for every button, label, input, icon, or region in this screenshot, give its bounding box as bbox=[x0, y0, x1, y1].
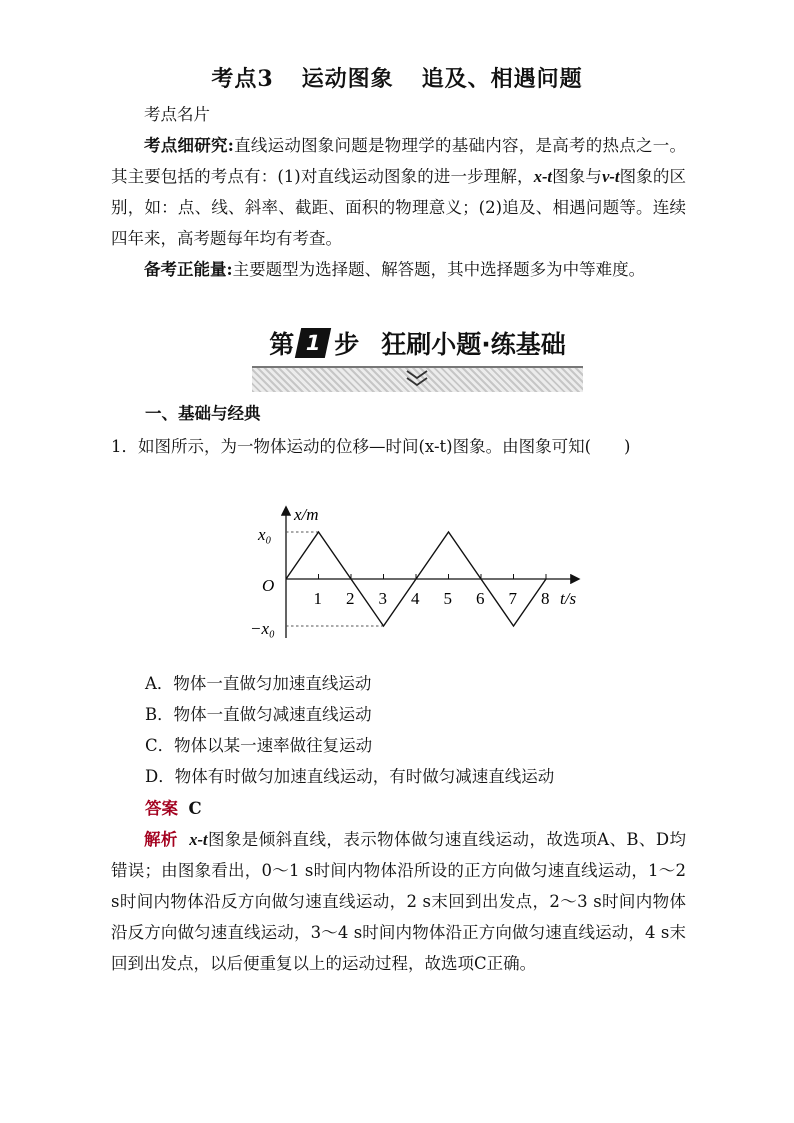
analysis-text: 图象是倾斜直线，表示物体做匀速直线运动，故选项A、B、D均错误；由图象看出，0～1 s时间内物体沿所设的正方向做匀速直线运动，1～2 s时间内物体沿反方向做匀速直线运动，2 s末回到出发点，2～3 s时间内物体沿反方向做匀速直线运动，3～4 s时间内物体沿正方向做匀速直线运动，4 s末回到出发点，以后便重复以上的运动过程，故选项C正确。 bbox=[111, 830, 686, 973]
title-part-3: 追及、相遇问题 bbox=[421, 66, 583, 92]
neg-x0-label: −x₀ bbox=[250, 619, 275, 638]
double-chevron-down-icon bbox=[404, 368, 430, 388]
title-part-1: 考点3 bbox=[211, 66, 274, 92]
title-part-2: 运动图象 bbox=[301, 66, 394, 92]
x-tick-label: 2 bbox=[346, 589, 355, 608]
banner-pre: 第 bbox=[269, 330, 295, 359]
y-axis-label: x/m bbox=[294, 505, 319, 524]
study-vt: v-t bbox=[602, 167, 620, 186]
x-tick-label: 4 bbox=[411, 589, 420, 608]
x-tick-label: 3 bbox=[378, 589, 387, 608]
study-text-2: 图象与 bbox=[552, 167, 603, 186]
banner-step-number: 1 bbox=[295, 328, 331, 358]
prep-label: 备考正能量: bbox=[144, 260, 233, 279]
study-label: 考点细研究: bbox=[144, 136, 234, 155]
option-a: A．物体一直做匀加速直线运动 bbox=[145, 674, 372, 693]
answer-line bbox=[145, 793, 202, 824]
x-tick-label: 5 bbox=[443, 589, 452, 608]
option-b: B．物体一直做匀减速直线运动 bbox=[145, 705, 372, 724]
option-d: D．物体有时做匀加速直线运动，有时做匀减速直线运动 bbox=[145, 767, 555, 786]
xt-graph bbox=[248, 496, 588, 656]
answer-value: C bbox=[188, 799, 202, 818]
study-xt: x-t bbox=[533, 167, 553, 186]
question-text: 1．如图所示，为一物体运动的位移—时间(x-t)图象。由图象可知( ) bbox=[111, 437, 631, 456]
x-axis-label: t/s bbox=[560, 589, 577, 608]
study-paragraph bbox=[111, 130, 686, 254]
card-label-text: 考点名片 bbox=[144, 105, 210, 124]
page-title bbox=[0, 62, 794, 93]
banner-title bbox=[252, 320, 583, 366]
prep-text: 主要题型为选择题、解答题，其中选择题多为中等难度。 bbox=[232, 260, 646, 279]
x0-label: x₀ bbox=[258, 525, 272, 544]
analysis-label: 解析 bbox=[144, 830, 178, 849]
x-tick-label: 6 bbox=[476, 589, 485, 608]
analysis-paragraph bbox=[111, 824, 686, 979]
banner-heading: 狂刷小题·练基础 bbox=[381, 330, 566, 359]
banner-post: 步 bbox=[334, 330, 360, 359]
origin-label: O bbox=[262, 576, 275, 595]
study-text-3: 图象的区别，如：点、线、斜率、截距、面积的物理意义；(2)追及、相遇问题等。连续四年来，高考题每年均有考查。 bbox=[111, 167, 686, 248]
option-c: C．物体以某一速率做往复运动 bbox=[145, 736, 373, 755]
x-tick-label: 1 bbox=[313, 589, 322, 608]
step-banner bbox=[252, 318, 583, 390]
section-title: 一、基础与经典 bbox=[145, 404, 261, 423]
analysis-xt: x-t bbox=[189, 830, 208, 849]
answer-label: 答案 bbox=[145, 799, 178, 818]
study-text-1: 直线运动图象问题是物理学的基础内容，是高考的热点之一。其主要包括的考点有：(1)对直线运动图象的进一步理解， bbox=[111, 136, 686, 186]
card-label bbox=[111, 99, 686, 130]
x-tick-label: 7 bbox=[508, 589, 517, 608]
x-tick-label: 8 bbox=[541, 589, 550, 608]
prep-paragraph bbox=[111, 254, 686, 285]
